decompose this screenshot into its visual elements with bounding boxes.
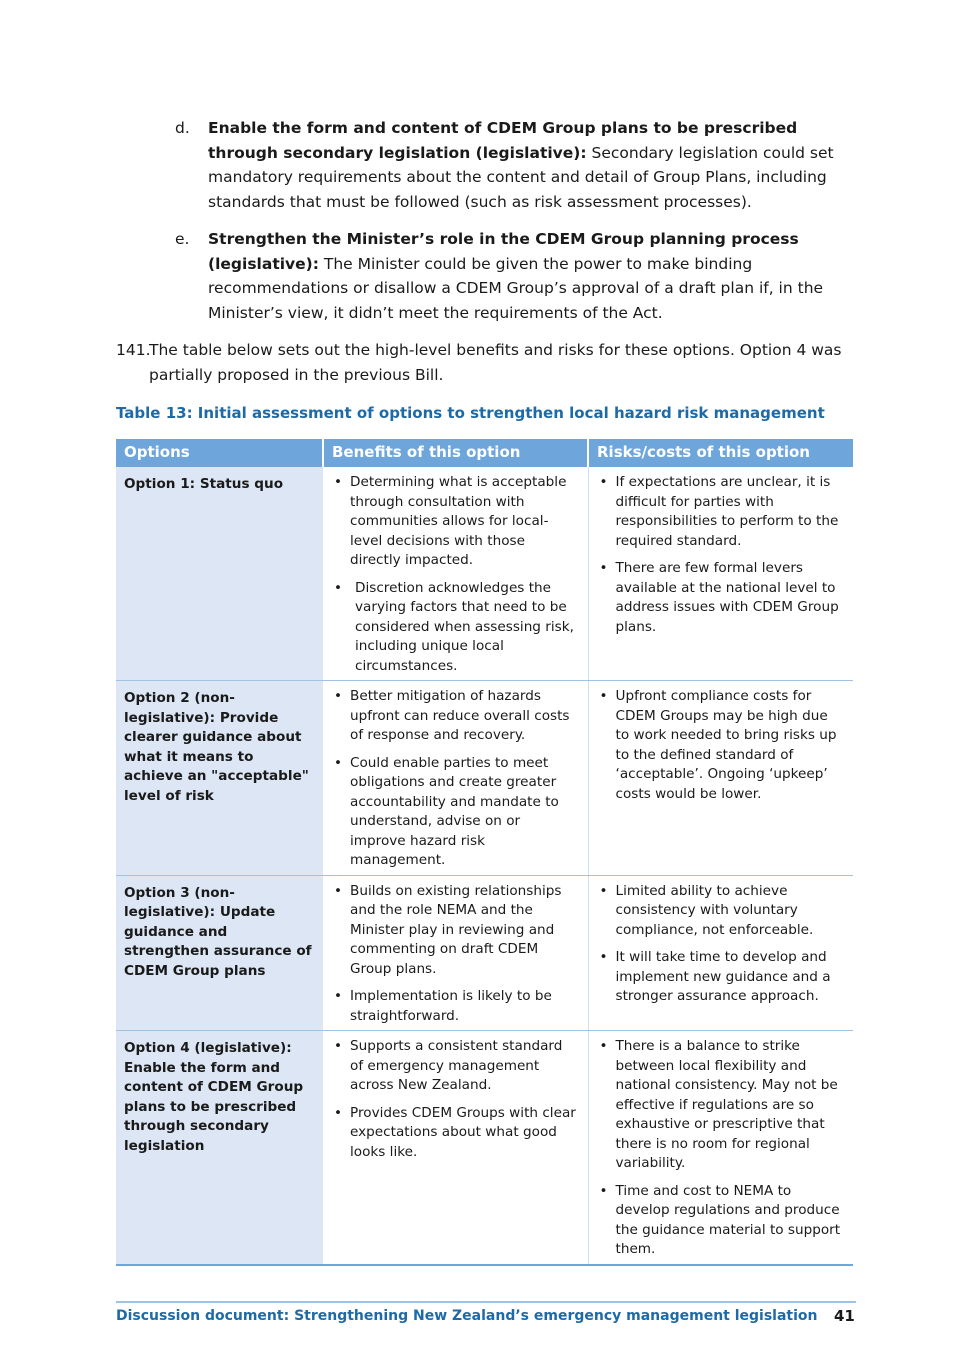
footer-divider — [116, 1301, 856, 1303]
risk-item: • It will take time to develop and implement new guidance and a stronger assurance approach. — [597, 948, 846, 1007]
risk-item: • There are few formal levers available at the national level to address issues with CDEM Group plans. — [597, 559, 846, 637]
benefit-item: • Implementation is likely to be straightforward. — [331, 987, 580, 1026]
benefit-item: • Builds on existing relationships and the role NEMA and the Minister play in reviewing and commenting on draft CDEM Group plans. — [331, 882, 580, 980]
list-item-text: Secondary legislation could set mandatory requirements about the content and detail of Group Plans, including standards that must be followed (such as risk assessment processes). — [208, 143, 834, 211]
list-letter: d. — [175, 119, 190, 137]
benefits-cell — [323, 1031, 588, 1265]
risks-cell — [588, 467, 853, 681]
risks-cell — [588, 875, 853, 1031]
benefits-cell — [323, 467, 588, 681]
list-item-d — [175, 116, 865, 214]
list-item-body — [208, 227, 865, 325]
benefit-item: • Provides CDEM Groups with clear expectations about what good looks like. — [331, 1104, 580, 1163]
table-caption: Table 13: Initial assessment of options to strengthen local hazard risk management — [116, 404, 825, 422]
benefits-cell — [323, 875, 588, 1031]
risk-item: • If expectations are unclear, it is difficult for parties with responsibilities to perform to the required standard. — [597, 473, 846, 551]
column-header-options: Options — [116, 439, 323, 467]
list-item-heading: Strengthen the Minister’s role in the CDEM Group planning process (legislative): — [208, 230, 799, 273]
option-cell: Option 1: Status quo — [116, 467, 323, 681]
list-item-e — [175, 227, 865, 325]
table-row — [116, 681, 853, 876]
option-cell: Option 4 (legislative): Enable the form and content of CDEM Group plans to be prescribed through secondary legislation — [116, 1031, 323, 1265]
risk-item: • Time and cost to NEMA to develop regulations and produce the guidance material to support them. — [597, 1182, 846, 1260]
numbered-paragraph — [116, 338, 846, 387]
risks-cell — [588, 1031, 853, 1265]
risks-cell — [588, 681, 853, 876]
list-letter: e. — [175, 230, 190, 248]
table-row — [116, 467, 853, 681]
risk-item: • Limited ability to achieve consistency with voluntary compliance, not enforceable. — [597, 882, 846, 941]
column-header-benefits: Benefits of this option — [323, 439, 588, 467]
benefit-item: • Supports a consistent standard of emergency management across New Zealand. — [331, 1037, 580, 1096]
benefit-item: • Determining what is acceptable through consultation with communities allows for local-level decisions with those directly impacted. — [331, 473, 580, 571]
table-row — [116, 1031, 853, 1265]
risk-item: • Upfront compliance costs for CDEM Groups may be high due to work needed to bring risks up to the defined standard of ‘acceptable’. Ongoing ‘upkeep’ costs would be lower. — [597, 687, 846, 804]
table-row — [116, 875, 853, 1031]
column-header-risks: Risks/costs of this option — [588, 439, 853, 467]
list-item-text: The Minister could be given the power to make binding recommendations or disallow a CDEM Group’s approval of a draft plan if, in the Minister’s view, it didn’t meet the requirements of the Act. — [208, 254, 824, 322]
paragraph-number: 141. — [116, 341, 151, 359]
page-number: 41 — [834, 1307, 855, 1325]
benefit-item: • Discretion acknowledges the varying factors that need to be considered when assessing risk, including unique local circumstances. — [331, 579, 580, 677]
list-item-heading: Enable the form and content of CDEM Group plans to be prescribed through secondary legislation (legislative): — [208, 119, 798, 162]
table-header-row — [116, 439, 853, 467]
option-cell: Option 2 (non-legislative): Provide clearer guidance about what it means to achieve an "acceptable" level of risk — [116, 681, 323, 876]
benefits-cell — [323, 681, 588, 876]
benefit-item: • Better mitigation of hazards upfront can reduce overall costs of response and recovery. — [331, 687, 580, 746]
benefit-item: • Could enable parties to meet obligations and create greater accountability and mandate to understand, advise on or improve hazard risk management. — [331, 754, 580, 871]
list-item-body — [208, 116, 865, 214]
paragraph-text: The table below sets out the high-level benefits and risks for these options. Option 4 was partially proposed in the previous Bill. — [149, 341, 842, 384]
footer-title: Discussion document: Strengthening New Zealand’s emergency management legislation — [116, 1308, 818, 1324]
assessment-table — [116, 439, 853, 1266]
risk-item: • There is a balance to strike between local flexibility and national consistency. May not be effective if regulations are so exhaustive or prescriptive that there is no room for regional variability. — [597, 1037, 846, 1174]
option-cell: Option 3 (non-legislative): Update guidance and strengthen assurance of CDEM Group plans — [116, 875, 323, 1031]
